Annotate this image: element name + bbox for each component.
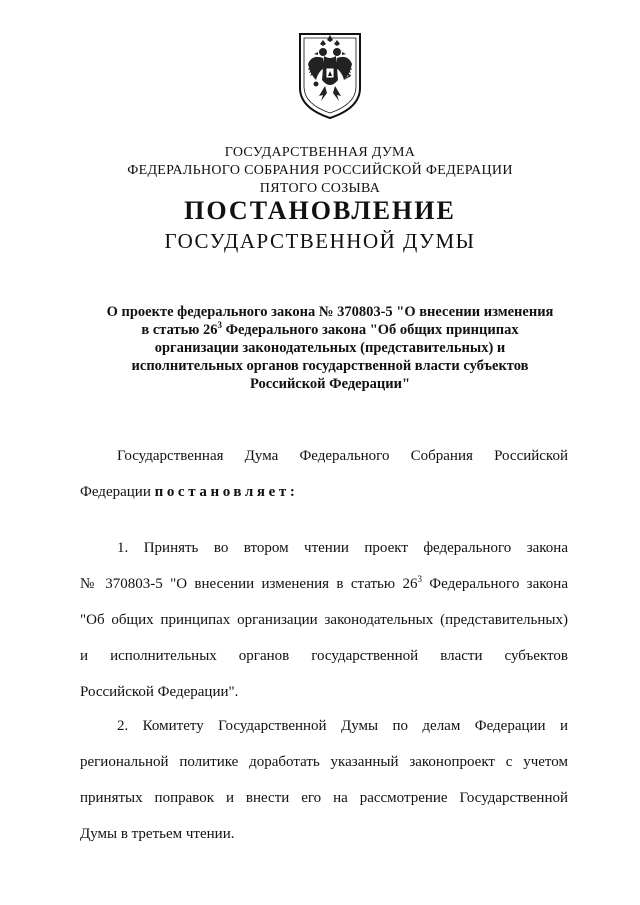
item-1-paragraph [80,530,568,710]
subject-line: в статью $26^3$ Федерального закона "Об общих принципах [141,320,519,338]
decree-keyword: постановляет: [154,484,299,500]
resolution-subject [70,303,590,393]
header-line-convocation: ПЯТОГО СОЗЫВА [259,181,381,196]
intro-paragraph [80,438,568,510]
paragraph-line: № 370803-5 "О внесении изменения в статью $26^3$ Федерального закона [80,574,568,592]
header-line-duma: ГОСУДАРСТВЕННАЯ ДУМА [224,145,416,160]
paragraph-line: 2. Комитету Государственной Думы по делам Федерации и [117,718,568,734]
paragraph-line: Российской Федерации". [80,684,239,700]
paragraph-line: Государственная Дума Федерального Собрания Российской [117,448,568,464]
header-line-assembly: ФЕДЕРАЛЬНОГО СОБРАНИЯ РОССИЙСКОЙ ФЕДЕРАЦИИ [127,163,513,178]
paragraph-line: 1. Принять во втором чтении проект федерального закона [117,540,568,556]
item-2-paragraph [80,708,568,852]
coat-of-arms-icon [294,30,366,120]
subject-line: исполнительных органов государственной власти субъектов [131,358,529,374]
paragraph-line: принятых поправок и внести его на рассмотрение Государственной [80,790,568,806]
paragraph-line: региональной политике доработать указанный законопроект с учетом [80,754,568,770]
subject-line: организации законодательных (представительных) и [154,340,506,356]
document-title: ПОСТАНОВЛЕНИЕ [184,196,456,225]
document-subtitle: ГОСУДАРСТВЕННОЙ ДУМЫ [164,229,476,253]
subject-line: Российской Федерации" [249,376,411,392]
subject-line: О проекте федерального закона № 370803-5 "О внесении изменения [106,304,554,320]
paragraph-line: Федерации постановляет: [80,484,299,500]
paragraph-line: и исполнительных органов государственной власти субъектов [80,648,568,664]
paragraph-line: "Об общих принципах организации законодательных (представительных) [80,612,568,628]
paragraph-line: Думы в третьем чтении. [80,826,235,842]
